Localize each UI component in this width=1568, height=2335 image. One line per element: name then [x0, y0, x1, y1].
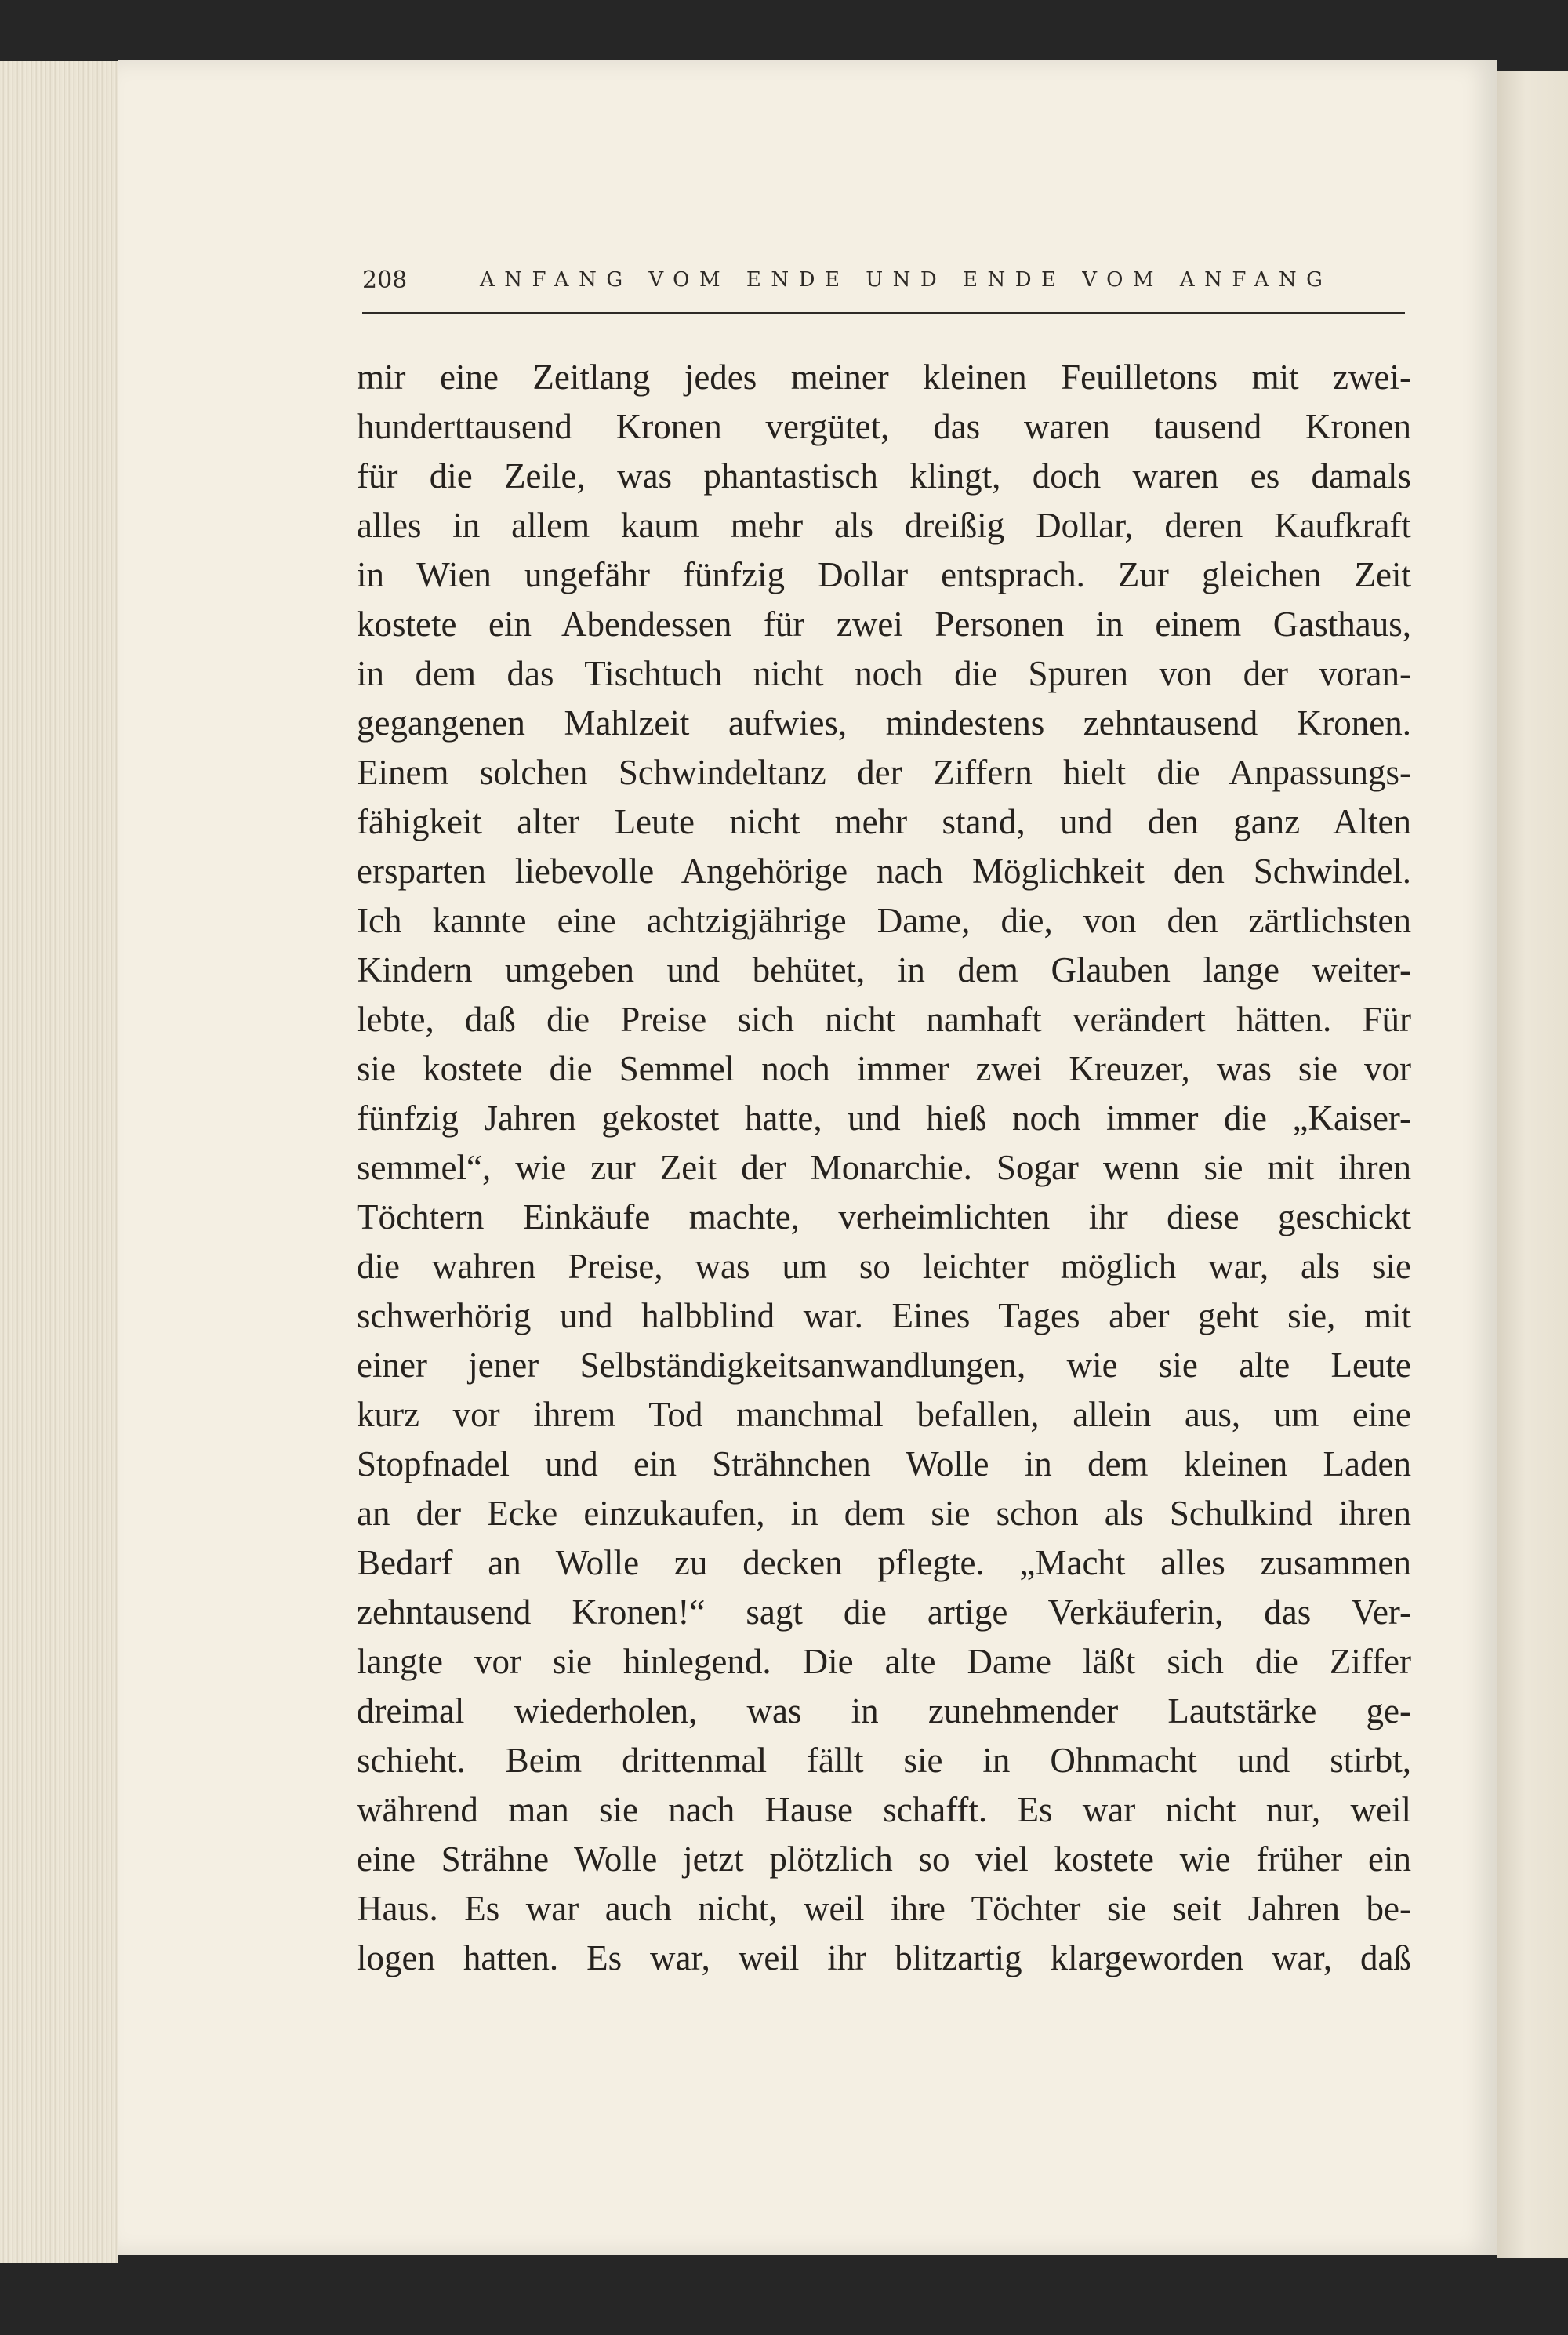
text-line: Kindern umgeben und behütet, in dem Glauben lange weiter- [357, 950, 1411, 990]
text-line: schwerhörig und halbblind war. Eines Tages aber geht sie, mit [357, 1296, 1411, 1335]
body-text [357, 353, 1411, 1983]
text-line: Ich kannte eine achtzigjährige Dame, die, von den zärtlichsten [357, 901, 1411, 940]
text-line: die wahren Preise, was um so leichter möglich war, als sie [357, 1247, 1411, 1286]
text-line: Bedarf an Wolle zu decken pflegte. „Macht alles zusammen [357, 1543, 1411, 1582]
text-line: in dem das Tischtuch nicht noch die Spuren von der voran- [357, 654, 1411, 693]
text-line: hunderttausend Kronen vergütet, das waren tausend Kronen [357, 407, 1411, 446]
text-line: während man sie nach Hause schafft. Es war nicht nur, weil [357, 1790, 1411, 1829]
facing-page-edge [1497, 71, 1568, 2258]
text-line: an der Ecke einzukaufen, in dem sie schon als Schulkind ihren [357, 1494, 1411, 1533]
text-line: Stopfnadel und ein Strähnchen Wolle in dem kleinen Laden [357, 1444, 1411, 1483]
text-line: mir eine Zeitlang jedes meiner kleinen Feuilletons mit zwei- [357, 358, 1411, 397]
running-head: ANFANG VOM ENDE UND ENDE VOM ANFANG [480, 268, 1333, 292]
text-line: in Wien ungefähr fünfzig Dollar entsprach. Zur gleichen Zeit [357, 555, 1411, 594]
text-line: dreimal wiederholen, was in zunehmender Lautstärke ge- [357, 1691, 1411, 1730]
text-line: einer jener Selbständigkeitsanwandlungen, wie sie alte Leute [357, 1345, 1411, 1385]
text-line: Einem solchen Schwindeltanz der Ziffern hielt die Anpassungs- [357, 753, 1411, 792]
text-line: semmel“, wie zur Zeit der Monarchie. Sogar wenn sie mit ihren [357, 1148, 1411, 1187]
text-line: für die Zeile, was phantastisch klingt, doch waren es damals [357, 456, 1411, 496]
text-line: schieht. Beim drittenmal fällt sie in Ohnmacht und stirbt, [357, 1741, 1411, 1780]
page-number: 208 [362, 267, 408, 294]
text-line: kostete ein Abendessen für zwei Personen in einem Gasthaus, [357, 605, 1411, 644]
book-page-edges [0, 61, 118, 2263]
text-line: sie kostete die Semmel noch immer zwei Kreuzer, was sie vor [357, 1049, 1411, 1088]
text-line: eine Strähne Wolle jetzt plötzlich so viel kostete wie früher ein [357, 1839, 1411, 1879]
text-line: Töchtern Einkäufe machte, verheimlichten ihr diese geschickt [357, 1197, 1411, 1236]
text-line: lebte, daß die Preise sich nicht namhaft verändert hätten. Für [357, 1000, 1411, 1039]
text-line: alles in allem kaum mehr als dreißig Dollar, deren Kaufkraft [357, 506, 1411, 545]
text-line: zehntausend Kronen!“ sagt die artige Verkäuferin, das Ver- [357, 1592, 1411, 1632]
text-line: logen hatten. Es war, weil ihr blitzartig klargeworden war, daß [357, 1938, 1411, 1977]
text-line: gegangenen Mahlzeit aufwies, mindestens zehntausend Kronen. [357, 703, 1411, 743]
text-line: fähigkeit alter Leute nicht mehr stand, und den ganz Alten [357, 802, 1411, 841]
text-line: ersparten liebevolle Angehörige nach Möglichkeit den Schwindel. [357, 852, 1411, 891]
text-line: kurz vor ihrem Tod manchmal befallen, allein aus, um eine [357, 1395, 1411, 1434]
page-header [362, 267, 1405, 314]
text-line: langte vor sie hinlegend. Die alte Dame läßt sich die Ziffer [357, 1642, 1411, 1681]
text-line: Haus. Es war auch nicht, weil ihre Töchter sie seit Jahren be- [357, 1889, 1411, 1928]
text-line: fünfzig Jahren gekostet hatte, und hieß noch immer die „Kaiser- [357, 1099, 1411, 1138]
